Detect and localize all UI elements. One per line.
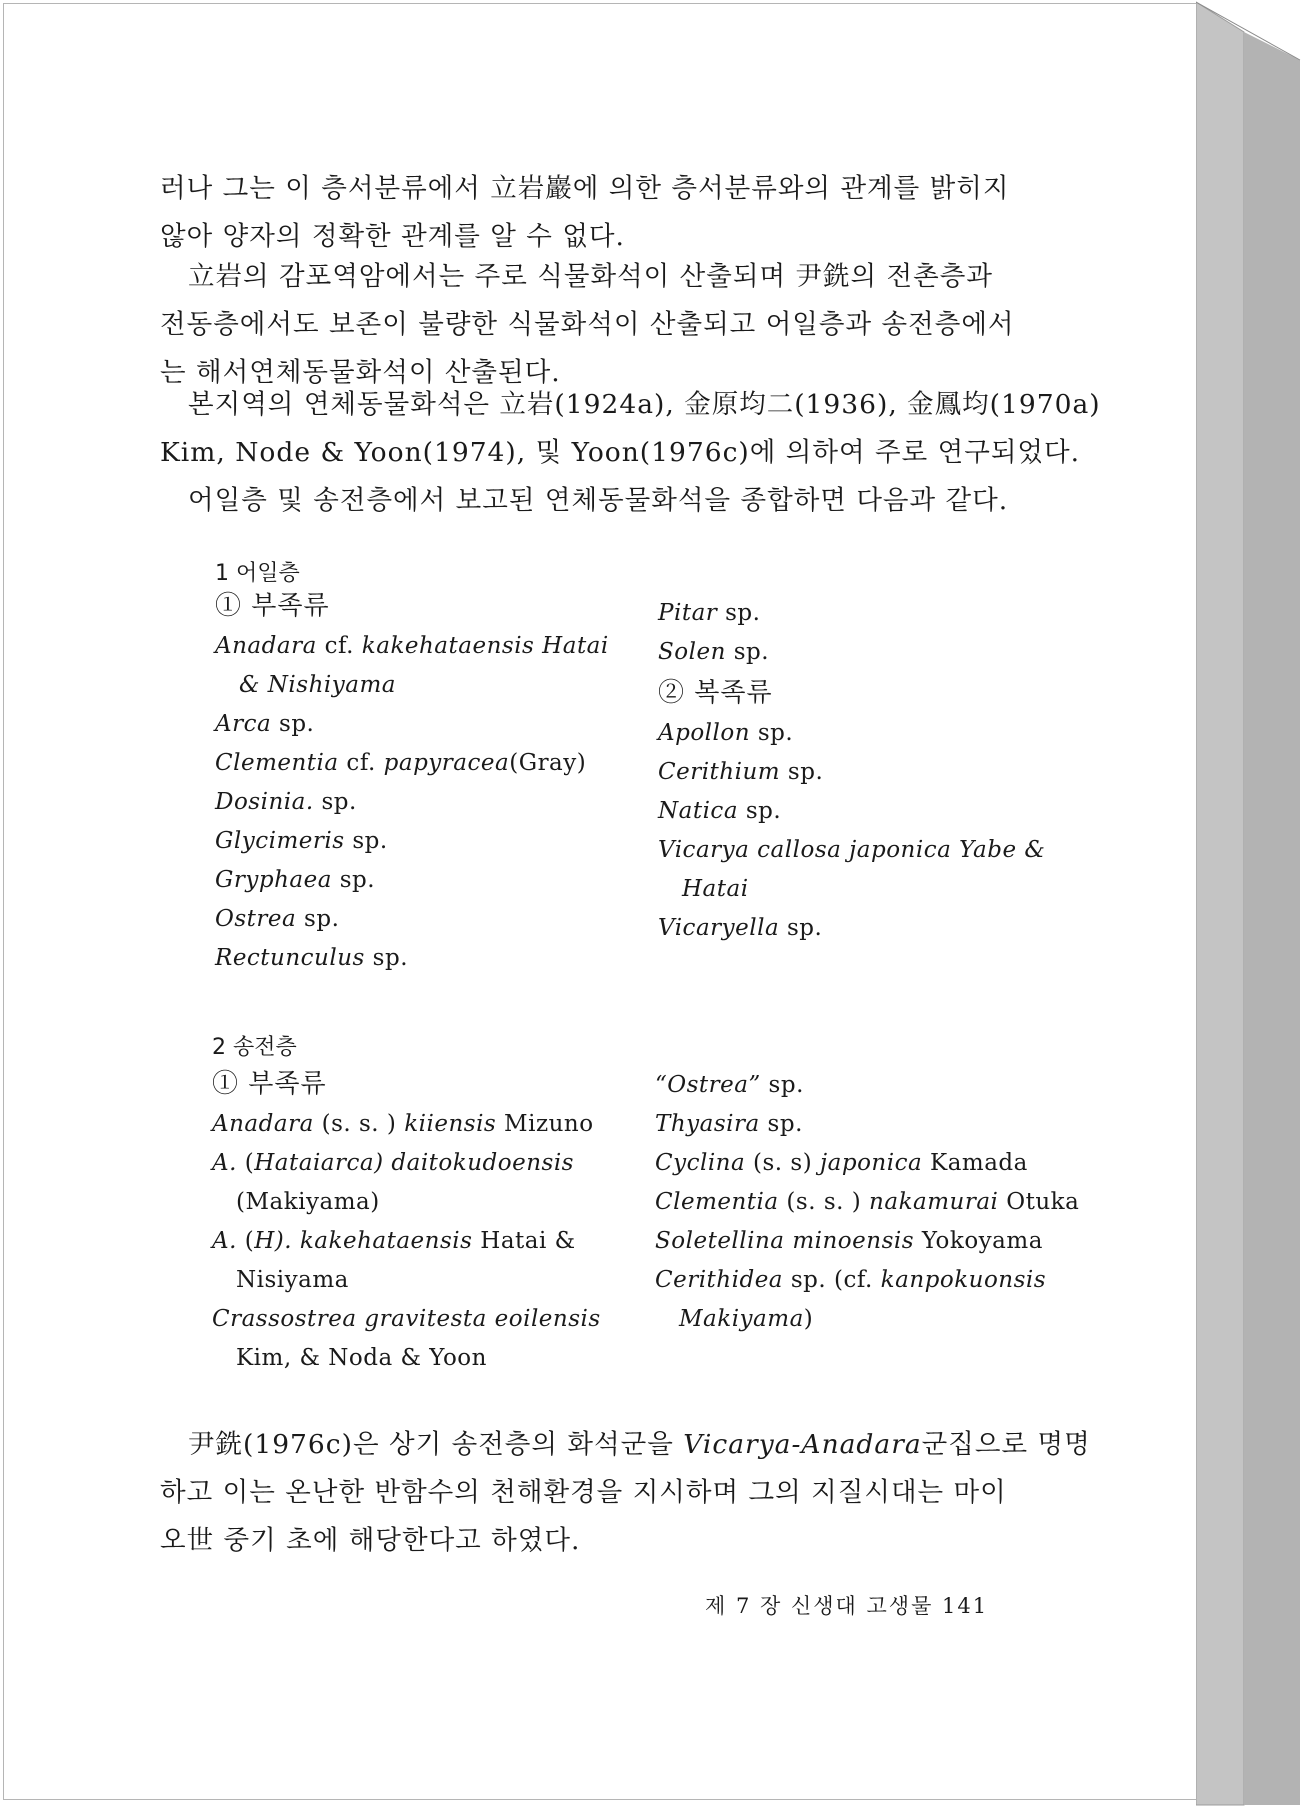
text-line: 않아 양자의 정확한 관계를 알 수 없다. xyxy=(160,221,625,252)
species-entry: Soletellina minoensis Yokoyama xyxy=(655,1228,1043,1254)
group-label: ① 부족류 xyxy=(215,591,330,621)
text-line: 러나 그는 이 층서분류에서 立岩巖에 의한 층서분류와의 관계를 밝히지 xyxy=(160,173,1010,204)
species-entry: A. (Hataiarca) daitokudoensis xyxy=(212,1150,574,1176)
species-entry: Natica sp. xyxy=(658,798,782,824)
species-entry: & Nishiyama xyxy=(239,672,396,698)
species-entry: Cyclina (s. s) japonica Kamada xyxy=(655,1150,1028,1176)
species-entry: Anadara (s. s. ) kiiensis Mizuno xyxy=(212,1111,594,1137)
species-entry: Hatai xyxy=(682,876,749,902)
species-entry: Nisiyama xyxy=(236,1267,349,1293)
paragraph-3 xyxy=(160,381,1101,525)
species-entry: Makiyama) xyxy=(679,1306,814,1332)
text-line: 尹銑(1976c)은 상기 송전층의 화석군을 Vicarya-Anadara군집으로 명명 xyxy=(188,1429,1091,1460)
section-heading-1: 1 어일층 xyxy=(215,561,300,586)
paragraph-1 xyxy=(160,165,1050,261)
species-entry: Cerithidea sp. (cf. kanpokuonsis xyxy=(655,1267,1047,1293)
species-entry: Vicarya callosa japonica Yabe & xyxy=(658,837,1046,863)
page-footer: 제 7 장 신생대 고생물 141 xyxy=(705,1594,989,1618)
text-line: 전동층에서도 보존이 불량한 식물화석이 산출되고 어일층과 송전층에서 xyxy=(160,309,1015,340)
section2-left-column xyxy=(212,1063,601,1378)
text-line: 立岩의 감포역암에서는 주로 식물화석이 산출되며 尹銑의 전촌층과 xyxy=(188,261,993,292)
section2-right-column xyxy=(655,1066,1079,1339)
species-entry: Anadara cf. kakehataensis Hatai xyxy=(215,633,609,659)
book-page-edge xyxy=(1196,0,1303,1806)
species-entry: Glycimeris sp. xyxy=(215,828,388,854)
species-entry: Arca sp. xyxy=(215,711,315,737)
species-entry: Clementia (s. s. ) nakamurai Otuka xyxy=(655,1189,1080,1215)
species-entry: Cerithium sp. xyxy=(658,759,824,785)
species-entry: Pitar sp. xyxy=(658,600,761,626)
group-label: ② 복족류 xyxy=(658,678,773,708)
species-entry: Ostrea sp. xyxy=(215,906,340,932)
text-line: Kim, Node & Yoon(1974), 및 Yoon(1976c)에 의하여 주로 연구되었다. xyxy=(160,437,1081,468)
section1-left-column xyxy=(215,585,609,978)
species-entry: Apollon sp. xyxy=(658,720,794,746)
species-entry: Rectunculus sp. xyxy=(215,945,409,971)
species-entry: Gryphaea sp. xyxy=(215,867,376,893)
species-entry: Thyasira sp. xyxy=(655,1111,803,1137)
group-label: ① 부족류 xyxy=(212,1069,327,1099)
species-entry: “Ostrea” sp. xyxy=(655,1072,804,1098)
paragraph-2 xyxy=(160,253,1050,397)
species-entry: A. (H). kakehataensis Hatai & xyxy=(212,1228,576,1254)
species-entry: Crassostrea gravitesta eoilensis xyxy=(212,1306,601,1332)
species-entry: Dosinia. sp. xyxy=(215,789,357,815)
text-line: 어일층 및 송전층에서 보고된 연체동물화석을 종합하면 다음과 같다. xyxy=(188,485,1009,516)
text-line: 는 해서연체동물화석이 산출된다. xyxy=(160,357,561,388)
text-line: 오世 중기 초에 해당한다고 하였다. xyxy=(160,1525,581,1556)
species-entry: (Makiyama) xyxy=(236,1189,380,1215)
species-entry: Clementia cf. papyracea(Gray) xyxy=(215,750,587,776)
paragraph-4 xyxy=(160,1421,1091,1565)
section1-right-column xyxy=(658,594,1045,948)
species-entry: Kim, & Noda & Yoon xyxy=(236,1345,487,1371)
species-entry: Vicaryella sp. xyxy=(658,915,823,941)
text-line: 본지역의 연체동물화석은 立岩(1924a), 金原均二(1936), 金鳳均(1970a) xyxy=(188,389,1101,420)
text-line: 하고 이는 온난한 반함수의 천해환경을 지시하며 그의 지질시대는 마이 xyxy=(160,1477,1007,1508)
section-heading-2: 2 송전층 xyxy=(212,1035,297,1060)
species-entry: Solen sp. xyxy=(658,639,770,665)
